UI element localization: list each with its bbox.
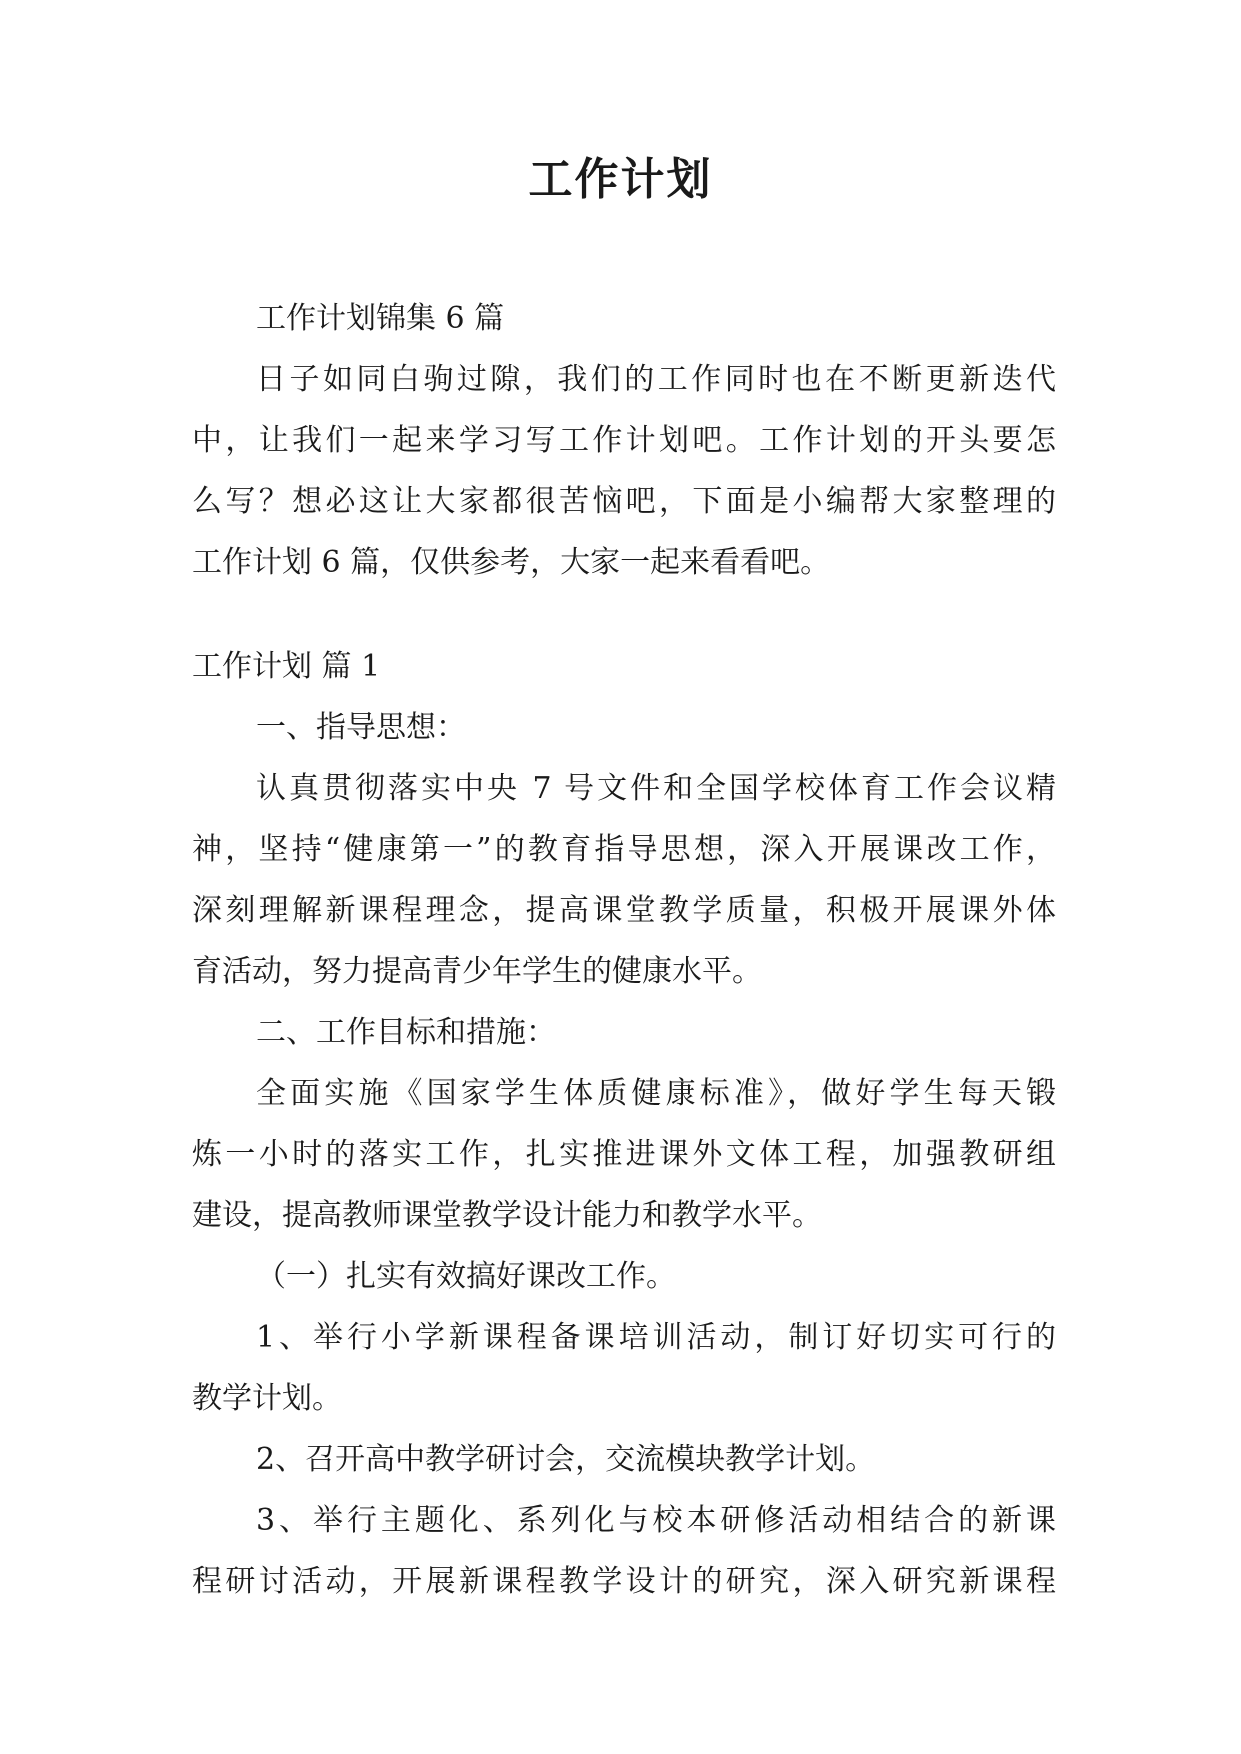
intro-paragraph [192,349,1056,593]
list-item [192,1429,1056,1490]
paragraph-line: 建设，提高教师课堂教学设计能力和教学水平。 [192,1198,822,1233]
list-item-line: 教学计划。 [192,1381,342,1416]
document-body [192,288,1056,1612]
intro-line: 么写？想必这让大家都很苦恼吧，下面是小编帮大家整理的 [192,484,1056,519]
guiding-paragraph [192,758,1056,1002]
paragraph-line: 炼一小时的落实工作，扎实推进课外文体工程，加强教研组 [192,1137,1056,1172]
document-title: 工作计划 [528,154,713,205]
paragraph-line: 深刻理解新课程理念，提高课堂教学质量，积极开展课外体 [192,893,1056,928]
intro-line: 日子如同白驹过隙，我们的工作同时也在不断更新迭代 [256,362,1056,397]
list-item [192,1307,1056,1429]
list-item-line: 2、召开高中教学研讨会，交流模块教学计划。 [256,1442,876,1477]
document-subtitle: 工作计划锦集 6 篇 [256,301,505,336]
list-item-line: 3、举行主题化、系列化与校本研修活动相结合的新课 [256,1503,1056,1538]
guiding-heading: 一、指导思想： [256,710,466,745]
intro-line: 工作计划 6 篇，仅供参考，大家一起来看看吧。 [192,545,831,580]
paragraph-line: 认真贯彻落实中央 7 号文件和全国学校体育工作会议精 [256,771,1056,806]
sub-heading: （一）扎实有效搞好课改工作。 [256,1259,676,1294]
section-spacer [192,593,1056,636]
section-heading: 工作计划 篇 1 [192,649,381,684]
list-item-line: 程研讨活动，开展新课程教学设计的研究，深入研究新课程 [192,1564,1056,1599]
goals-paragraph [192,1063,1056,1246]
list-item-line: 1、举行小学新课程备课培训活动，制订好切实可行的 [256,1320,1056,1355]
intro-line: 中，让我们一起来学习写工作计划吧。工作计划的开头要怎 [192,423,1056,458]
list-item [192,1490,1056,1612]
paragraph-line: 全面实施《国家学生体质健康标准》，做好学生每天锻 [256,1076,1056,1111]
goals-heading: 二、工作目标和措施： [256,1015,556,1050]
paragraph-line: 育活动，努力提高青少年学生的健康水平。 [192,954,762,989]
paragraph-line: 神，坚持“健康第一”的教育指导思想，深入开展课改工作， [192,832,1056,867]
